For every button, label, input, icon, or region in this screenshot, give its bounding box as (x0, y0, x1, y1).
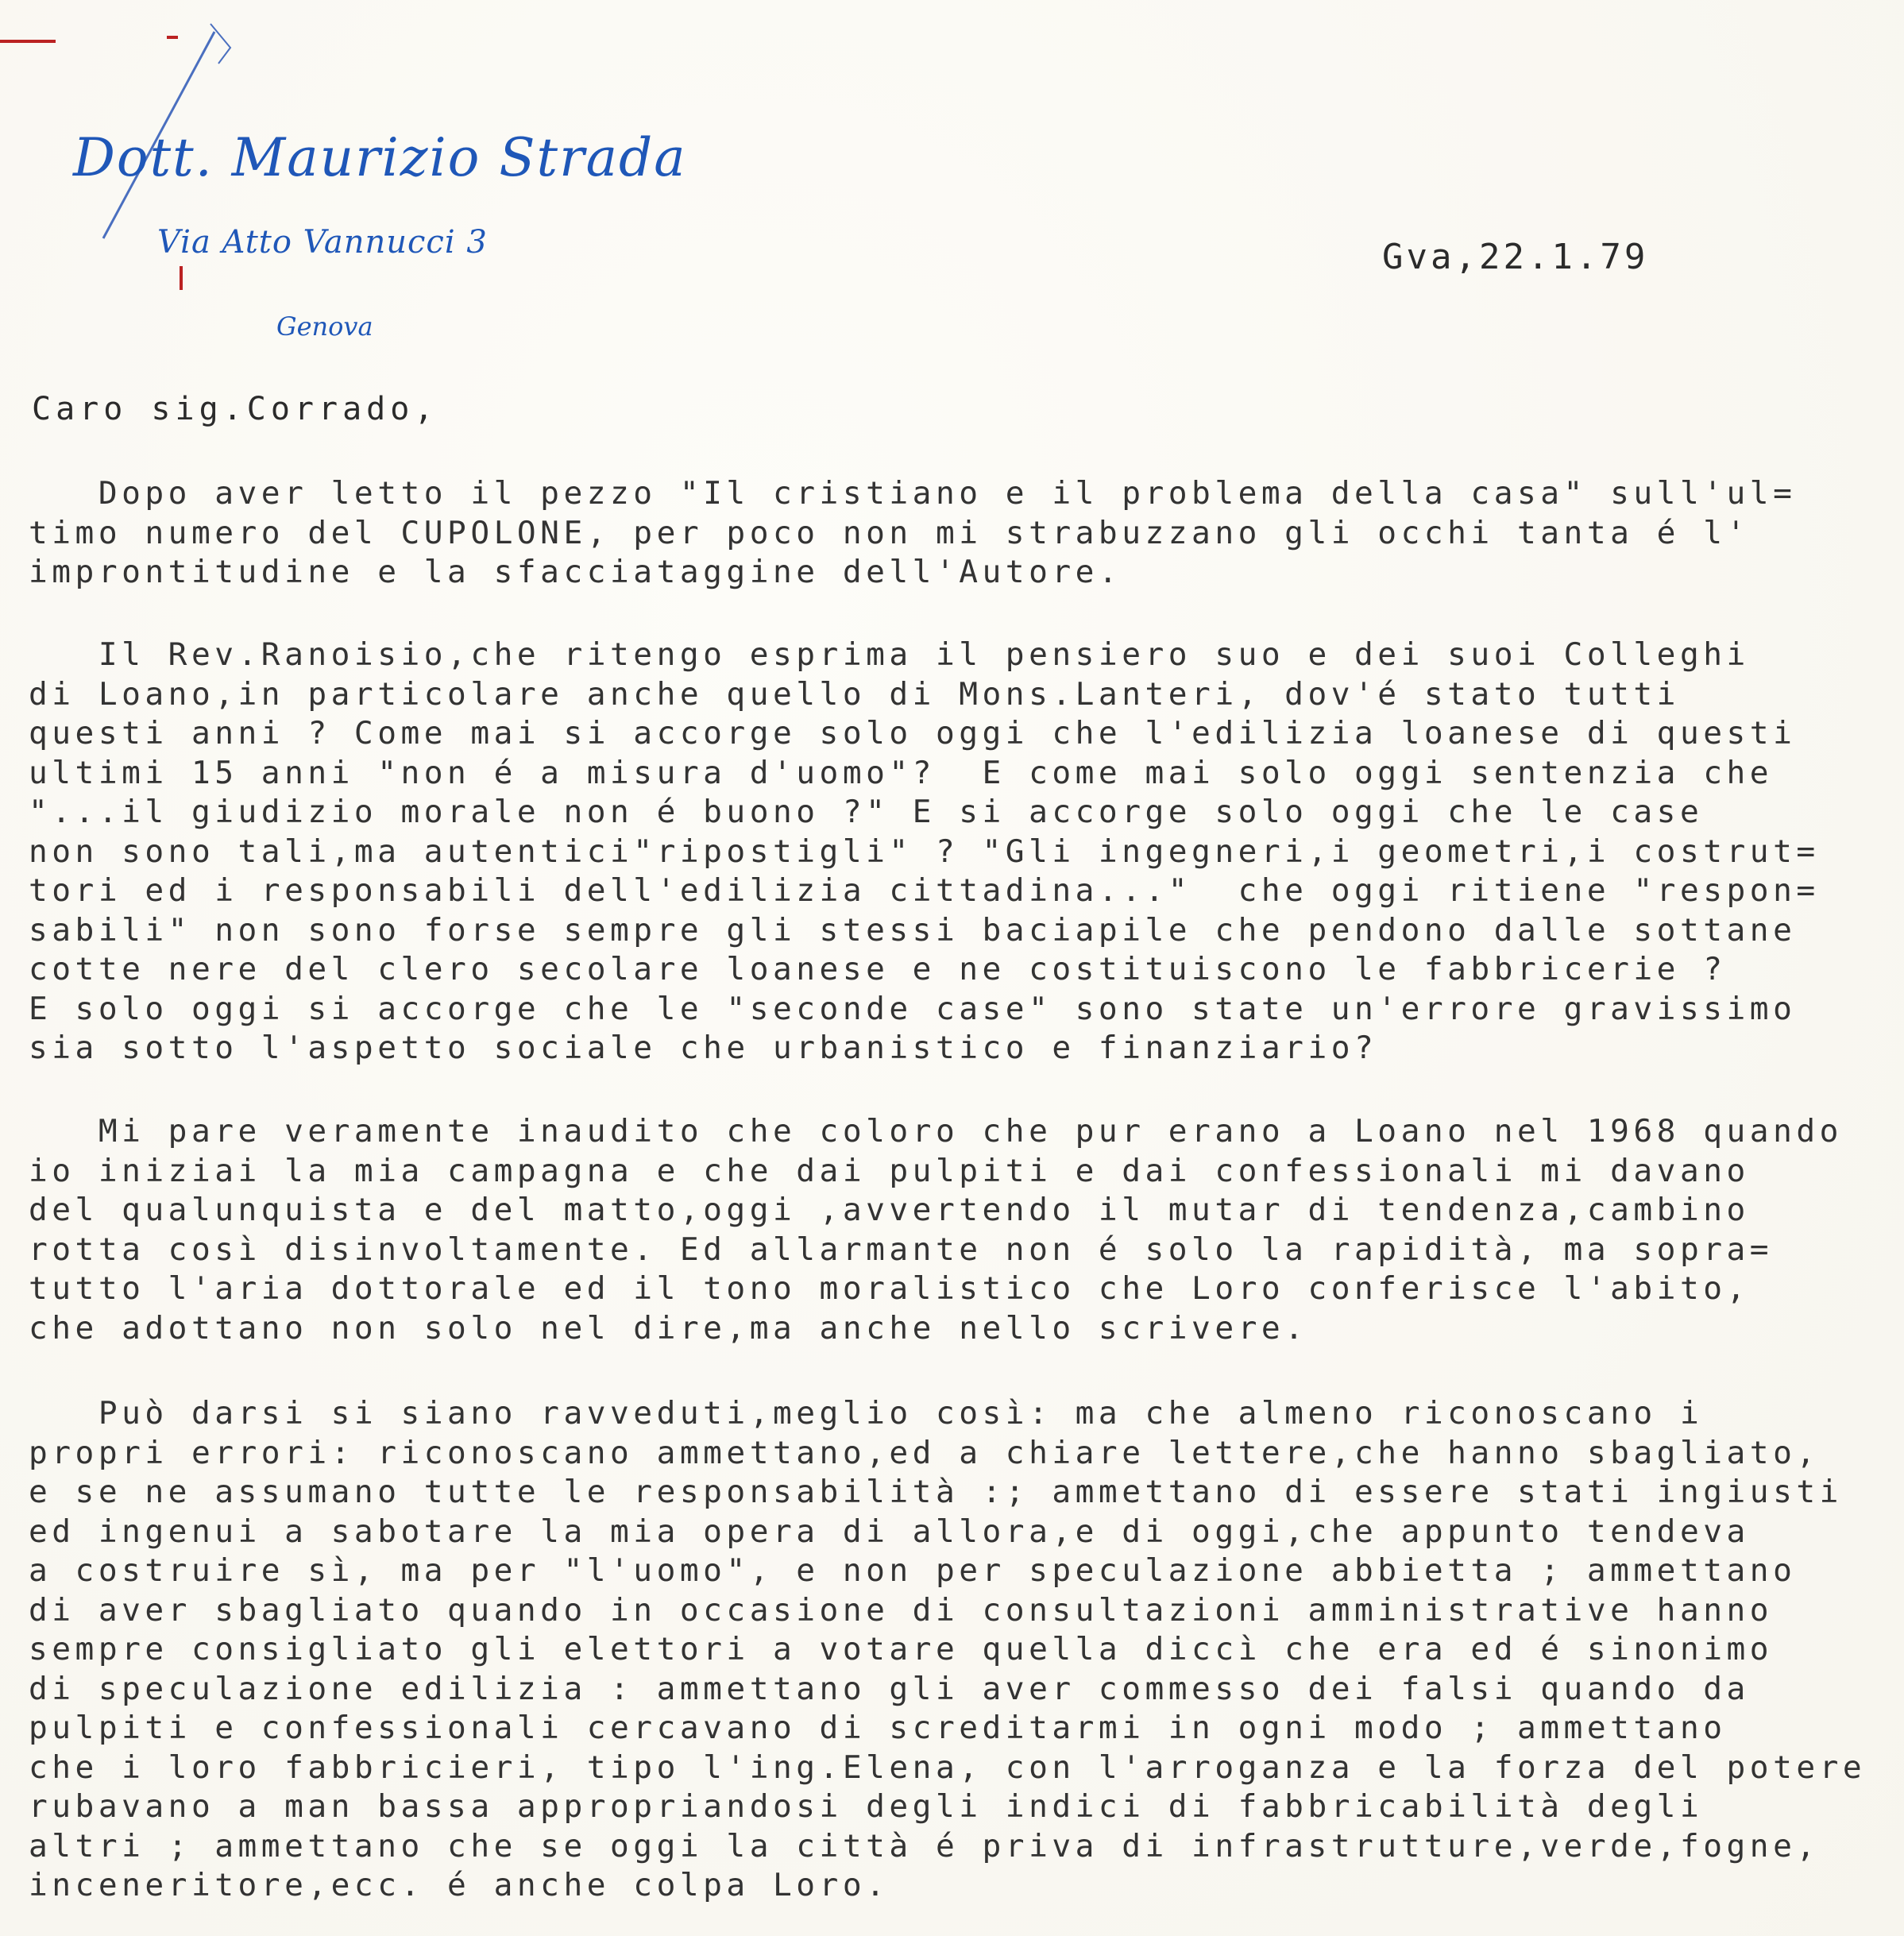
text-line: sia sotto l'aspetto sociale che urbanistico e finanziario? (29, 1030, 1378, 1066)
text-line: tori ed i responsabili dell'edilizia cittadina..." che oggi ritiene "respon= (29, 872, 1820, 909)
letterhead-city: Genova (276, 311, 373, 342)
text-line: sabili" non sono forse sempre gli stessi baciapile che pendono dalle sottane (29, 911, 1797, 949)
letterhead (0, 0, 715, 357)
text-line: ultimi 15 anni "non é a misura d'uomo"? E come mai solo oggi sentenzia che (29, 754, 1774, 791)
text-line: Dopo aver letto il pezzo "Il cristiano e il problema della casa" sull'ul= (29, 475, 1797, 512)
text-line: che i loro fabbricieri, tipo l'ing.Elena, con l'arroganza e la forza del potere (29, 1749, 1867, 1786)
text-line: timo numero del CUPOLONE, per poco non mi strabuzzano gli occhi tanta é l' (29, 514, 1750, 551)
text-line: non sono tali,ma autentici"ripostigli" ? "Gli ingegneri,i geometri,i costrut= (29, 833, 1820, 870)
text-line: che adottano non solo nel dire,ma anche nello scrivere. (29, 1309, 1308, 1347)
text-line: sempre consigliato gli elettori a votare quella diccì che era ed é sinonimo (29, 1631, 1774, 1667)
paragraph-4 (29, 1394, 1887, 1906)
text-line: e se ne assumano tutte le responsabilità :; ammettano di essere stati ingiusti (29, 1474, 1843, 1510)
text-line: Mi pare veramente inaudito che coloro che pur erano a Loano nel 1968 quando (29, 1113, 1843, 1150)
paragraph-2 (29, 636, 1887, 1068)
letterhead-name: Dott. Maurizio Strada (73, 127, 687, 188)
text-line: questi anni ? Come mai si accorge solo oggi che l'edilizia loanese di questi (29, 715, 1797, 752)
text-line: "...il giudizio morale non é buono ?" E si accorge solo oggi che le case (29, 794, 1704, 830)
text-line: a costruire sì, ma per "l'uomo", e non per speculazione abbietta ; ammettano (29, 1552, 1797, 1589)
text-line: improntitudine e la sfacciataggine dell'Autore. (29, 554, 1122, 590)
greeting: Caro sig.Corrado, (32, 391, 438, 427)
letter-date: Gva,22.1.79 (1382, 237, 1649, 277)
text-line: io iniziai la mia campagna e che dai pulpiti e dai confessionali mi davano (29, 1152, 1750, 1189)
letterhead-street: Via Atto Vannucci 3 (157, 224, 488, 261)
text-line: rotta così disinvoltamente. Ed allarmante non é solo la rapidità, ma sopra= (29, 1231, 1774, 1268)
text-line: rubavano a man bassa appropriandosi degli indici di fabbricabilità degli (29, 1788, 1704, 1825)
text-line: Il Rev.Ranoisio,che ritengo esprima il pensiero suo e dei suoi Colleghi (29, 636, 1750, 673)
paragraph-1 (29, 474, 1887, 593)
text-line: Può darsi si siano ravveduti,meglio così: ma che almeno riconoscano i (29, 1395, 1704, 1432)
text-line: inceneritore,ecc. é anche colpa Loro. (29, 1867, 890, 1903)
text-line: pulpiti e confessionali cercavano di screditarmi in ogni modo ; ammettano (29, 1710, 1727, 1746)
text-line: E solo oggi si accorge che le "seconde case" sono state un'errore gravissimo (29, 990, 1797, 1027)
text-line: ed ingenui a sabotare la mia opera di allora,e di oggi,che appunto tendeva (29, 1513, 1750, 1550)
text-line: cotte nere del clero secolare loanese e ne costituiscono le fabbricerie ? (29, 951, 1727, 987)
paragraph-3 (29, 1112, 1887, 1348)
text-line: tutto l'aria dottorale ed il tono moralistico che Loro conferisce l'abito, (29, 1270, 1750, 1307)
text-line: di speculazione edilizia : ammettano gli aver commesso dei falsi quando da (29, 1670, 1750, 1707)
text-line: altri ; ammettano che se oggi la città é priva di infrastrutture,verde,fogne, (29, 1827, 1820, 1865)
text-line: di Loano,in particolare anche quello di Mons.Lanteri, dov'é stato tutti (29, 675, 1680, 713)
text-line: di aver sbagliato quando in occasione di consultazioni amministrative hanno (29, 1591, 1774, 1629)
text-line: del qualunquista e del matto,oggi ,avvertendo il mutar di tendenza,cambino (29, 1192, 1750, 1228)
text-line: propri errori: riconoscano ammettano,ed a chiare lettere,che hanno sbagliato, (29, 1434, 1820, 1471)
